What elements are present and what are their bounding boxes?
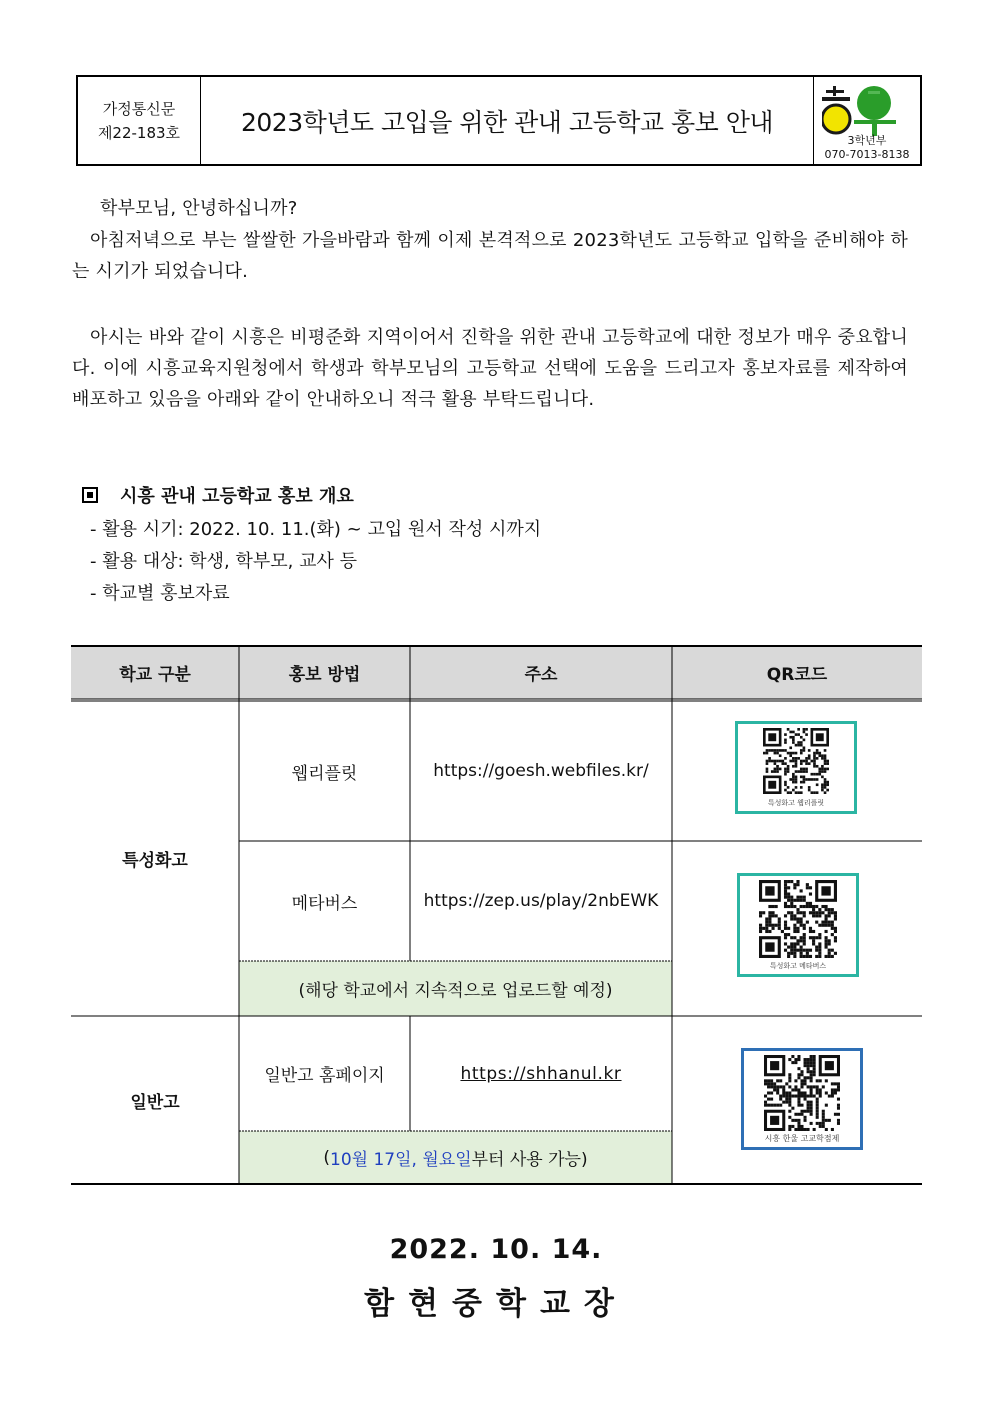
- column-header-address: 주소: [524, 664, 558, 685]
- note-rest: 부터 사용 가능): [471, 1150, 588, 1170]
- note-open: (: [323, 1147, 331, 1168]
- section-bullet-icon: [82, 487, 98, 503]
- group-general: 일반고: [130, 1092, 180, 1113]
- column-header-qr: QR코드: [766, 664, 828, 685]
- qr-caption: 특성화고 웹리플릿: [767, 799, 825, 807]
- list-item: - 활용 시기: 2022. 10. 11.(화) ~ 고입 원서 작성 시까지: [90, 519, 542, 540]
- qr-card-metaverse[interactable]: [737, 873, 859, 977]
- qr-card-general-homepage[interactable]: [741, 1048, 863, 1150]
- header-logo-box: [813, 77, 920, 164]
- column-header-method: 홍보 방법: [288, 664, 361, 685]
- url-general-homepage[interactable]: https://shhanul.kr: [460, 1063, 622, 1084]
- intro-paragraph: 아침저녁으로 부는 쌀쌀한 가을바람과 함께 이제 본격적으로 2023학년도 고등학교 입학을 준비해야 하는 시기가 되었습니다.: [72, 230, 908, 282]
- list-item: - 학교별 홍보자료: [90, 583, 230, 604]
- document-header: [76, 75, 922, 166]
- info-paragraph: 아시는 바와 같이 시흥은 비평준화 지역이어서 진학을 위한 관내 고등학교에 대한 정보가 매우 중요합니다. 이에 시흥교육지원청에서 학생과 학부모님의 고등학교 선택에 도움을 드리고자 홍보자료를 제작하여 배포하고 있음을 아래와 같이 안내하오니 적극 활용 부탁드립니다.: [72, 327, 908, 410]
- qr-code-icon: [750, 1055, 854, 1131]
- department-phone: 070-7013-8138: [824, 148, 910, 161]
- header-doc-info: [78, 77, 201, 164]
- note-highlight: 10월 17일, 월요일: [330, 1150, 472, 1170]
- principal-signature: 함현중학교장: [364, 1286, 628, 1322]
- group-vocational: 특성화고: [122, 851, 188, 871]
- school-logo-icon: [822, 83, 898, 139]
- section-title: 시흥 관내 고등학교 홍보 개요: [120, 486, 354, 507]
- url-metaverse[interactable]: https://zep.us/play/2nbEWK: [423, 891, 659, 911]
- qr-caption: 시흥 한울 고교학점제: [764, 1134, 840, 1143]
- vocational-note: (해당 학교에서 지속적으로 업로드할 예정): [298, 981, 613, 1001]
- qr-code-icon: [744, 728, 848, 794]
- doc-number: 제22-183호: [97, 123, 181, 142]
- qr-caption: 특성화고 메타버스: [769, 962, 827, 970]
- qr-code-icon: [746, 880, 850, 958]
- greeting-text: 학부모님, 안녕하십니까?: [100, 198, 298, 219]
- column-header-school-type: 학교 구분: [119, 664, 191, 685]
- method-general-homepage: 일반고 홈페이지: [264, 1066, 385, 1086]
- general-note: [239, 1131, 672, 1184]
- section-heading: [82, 482, 354, 508]
- department-label: 3학년부: [847, 134, 887, 147]
- doc-category: 가정통신문: [102, 99, 176, 118]
- qr-card-web-leaflet[interactable]: [735, 721, 857, 814]
- list-item: - 활용 대상: 학생, 학부모, 교사 등: [90, 551, 357, 572]
- issue-date: 2022. 10. 14.: [389, 1234, 603, 1265]
- page-title: 2023학년도 고입을 위한 관내 고등학교 홍보 안내: [240, 107, 773, 137]
- url-web-leaflet[interactable]: https://goesh.webfiles.kr/: [433, 761, 649, 781]
- method-metaverse: 메타버스: [291, 893, 358, 914]
- method-web-leaflet: 웹리플릿: [291, 763, 358, 784]
